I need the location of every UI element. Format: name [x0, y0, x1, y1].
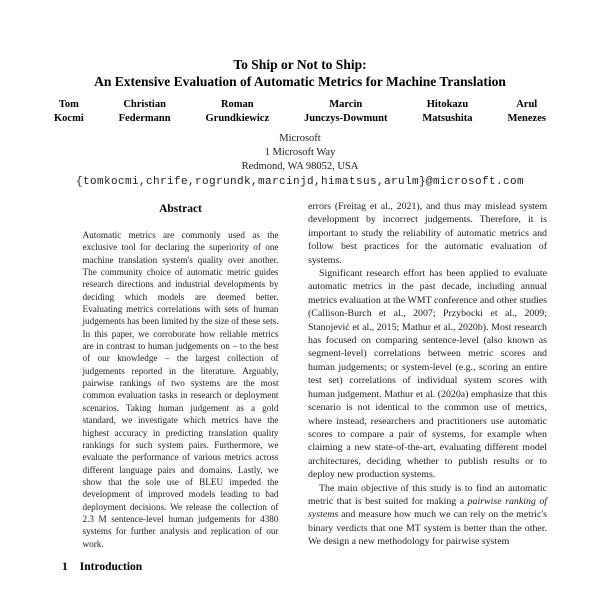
right-column [308, 200, 547, 573]
author-last-name: Kocmi [54, 112, 84, 124]
author-roman-grundkiewicz [206, 98, 270, 125]
section-title: Introduction [79, 560, 143, 573]
intro-paragraph-continuation: errors (Freitag et al., 2021), and thus may mislead system development by incorrect judgements. Therefore, it is important to study the reliability of automatic metrics and follow best practices for the automatic evaluation of systems. [308, 201, 547, 266]
paper-title-line1: To Ship or Not to Ship: [233, 57, 367, 72]
affiliation-street: 1 Microsoft Way [264, 147, 336, 158]
author-last-name: Federmann [118, 112, 171, 124]
author-last-name: Menezes [507, 112, 546, 124]
paper-title-line2: An Extensive Evaluation of Automatic Metrics for Machine Translation [94, 74, 506, 89]
author-first-name: Hitokazu [426, 99, 469, 110]
author-first-name: Tom [58, 99, 79, 110]
author-arul-menezes [507, 98, 545, 125]
left-column [62, 200, 299, 573]
two-column-body [0, 200, 600, 573]
intro-paragraph-related-work: Significant research effort has been applied to evaluate automatic metrics in the past decade, including annual metrics evaluation at the WMT conference and other studies (Callison-Burch et al., 2007; Przybocki et al., 2009; Stanojević et al., 2015; Mathur et al., 2020b). Most research has focused on comparing sentence-level (also known as segment-level) correlations between metric scores and human judgements; or system-level (e.g., scoring an entire test set) correlations of individual system scores with human judgement. Mathur et al. (2020a) emphasize that this scenario is not identical to the common use of metrics, where instead, researchers and practitioners use automatic scores to compare a pair of systems, for example when claiming a new state-of-the-art, evaluating different model architectures, deciding whether to publish results or to deploy new production systems. [308, 268, 547, 481]
author-last-name: Junczys-Dowmunt [304, 112, 388, 124]
objective-text-after: and measure how much we can rely on the metric's binary verdicts that one MT system is better than the other. We design a new methodology for pairwise system [308, 509, 547, 548]
intro-paragraph-objective [308, 482, 547, 549]
author-hitokazu-matsushita [422, 98, 472, 125]
author-last-name: Matsushita [422, 112, 473, 124]
objective-text-before: The main objective of this study is to find an automatic metric that is best suited for making a [308, 482, 547, 507]
author-christian-federmann [119, 98, 171, 125]
author-first-name: Christian [123, 99, 166, 110]
abstract-text: Automatic metrics are commonly used as the exclusive tool for declaring the superiority of one machine translation system's quality over another. The community choice of automatic metric guides research directions and industrial developments by deciding which models are deemed better. Evaluating metrics correlations with sets of human judgements has been limited by the size of these sets. In this paper, we corroborate how reliable metrics are in contrast to human judgements on – to the best of our knowledge – the largest collection of judgements reported in the literature. Arguably, pairwise rankings of two systems are the most common evaluation tasks in research or deployment scenarios. Taking human judgement as a gold standard, we investigate which metrics have the highest accuracy in predicting translation quality rankings for such system pairs. Furthermore, we evaluate the performance of various metrics across different language pairs and domains. Lastly, we show that the sole use of BLEU impeded the development of improved models leading to bad deployment decisions. We release the collection of 2.3 M sentence-level human judgements for 4380 systems for further analysis and replication of our work. [82, 230, 279, 549]
paper-title [0, 0, 600, 90]
author-tom-kocmi [54, 98, 84, 125]
objective-italic-phrase: pairwise ranking of systems [308, 495, 547, 521]
author-marcin-junczys-dowmunt [304, 98, 387, 125]
author-list [54, 98, 546, 125]
author-emails: {tomkocmi,chrife,rogrundk,marcinjd,himatsus,arulm}@microsoft.com [75, 176, 525, 188]
abstract-heading: Abstract [159, 203, 202, 215]
affiliation-city: Redmond, WA 98052, USA [241, 161, 359, 172]
affiliation-org: Microsoft [279, 133, 321, 144]
section-number: 1 [62, 560, 68, 573]
section-heading-introduction [62, 561, 299, 573]
affiliation-block [0, 132, 600, 174]
author-first-name: Marcin [329, 99, 363, 110]
author-first-name: Roman [220, 99, 254, 110]
author-first-name: Arul [516, 99, 538, 110]
author-last-name: Grundkiewicz [205, 112, 270, 124]
